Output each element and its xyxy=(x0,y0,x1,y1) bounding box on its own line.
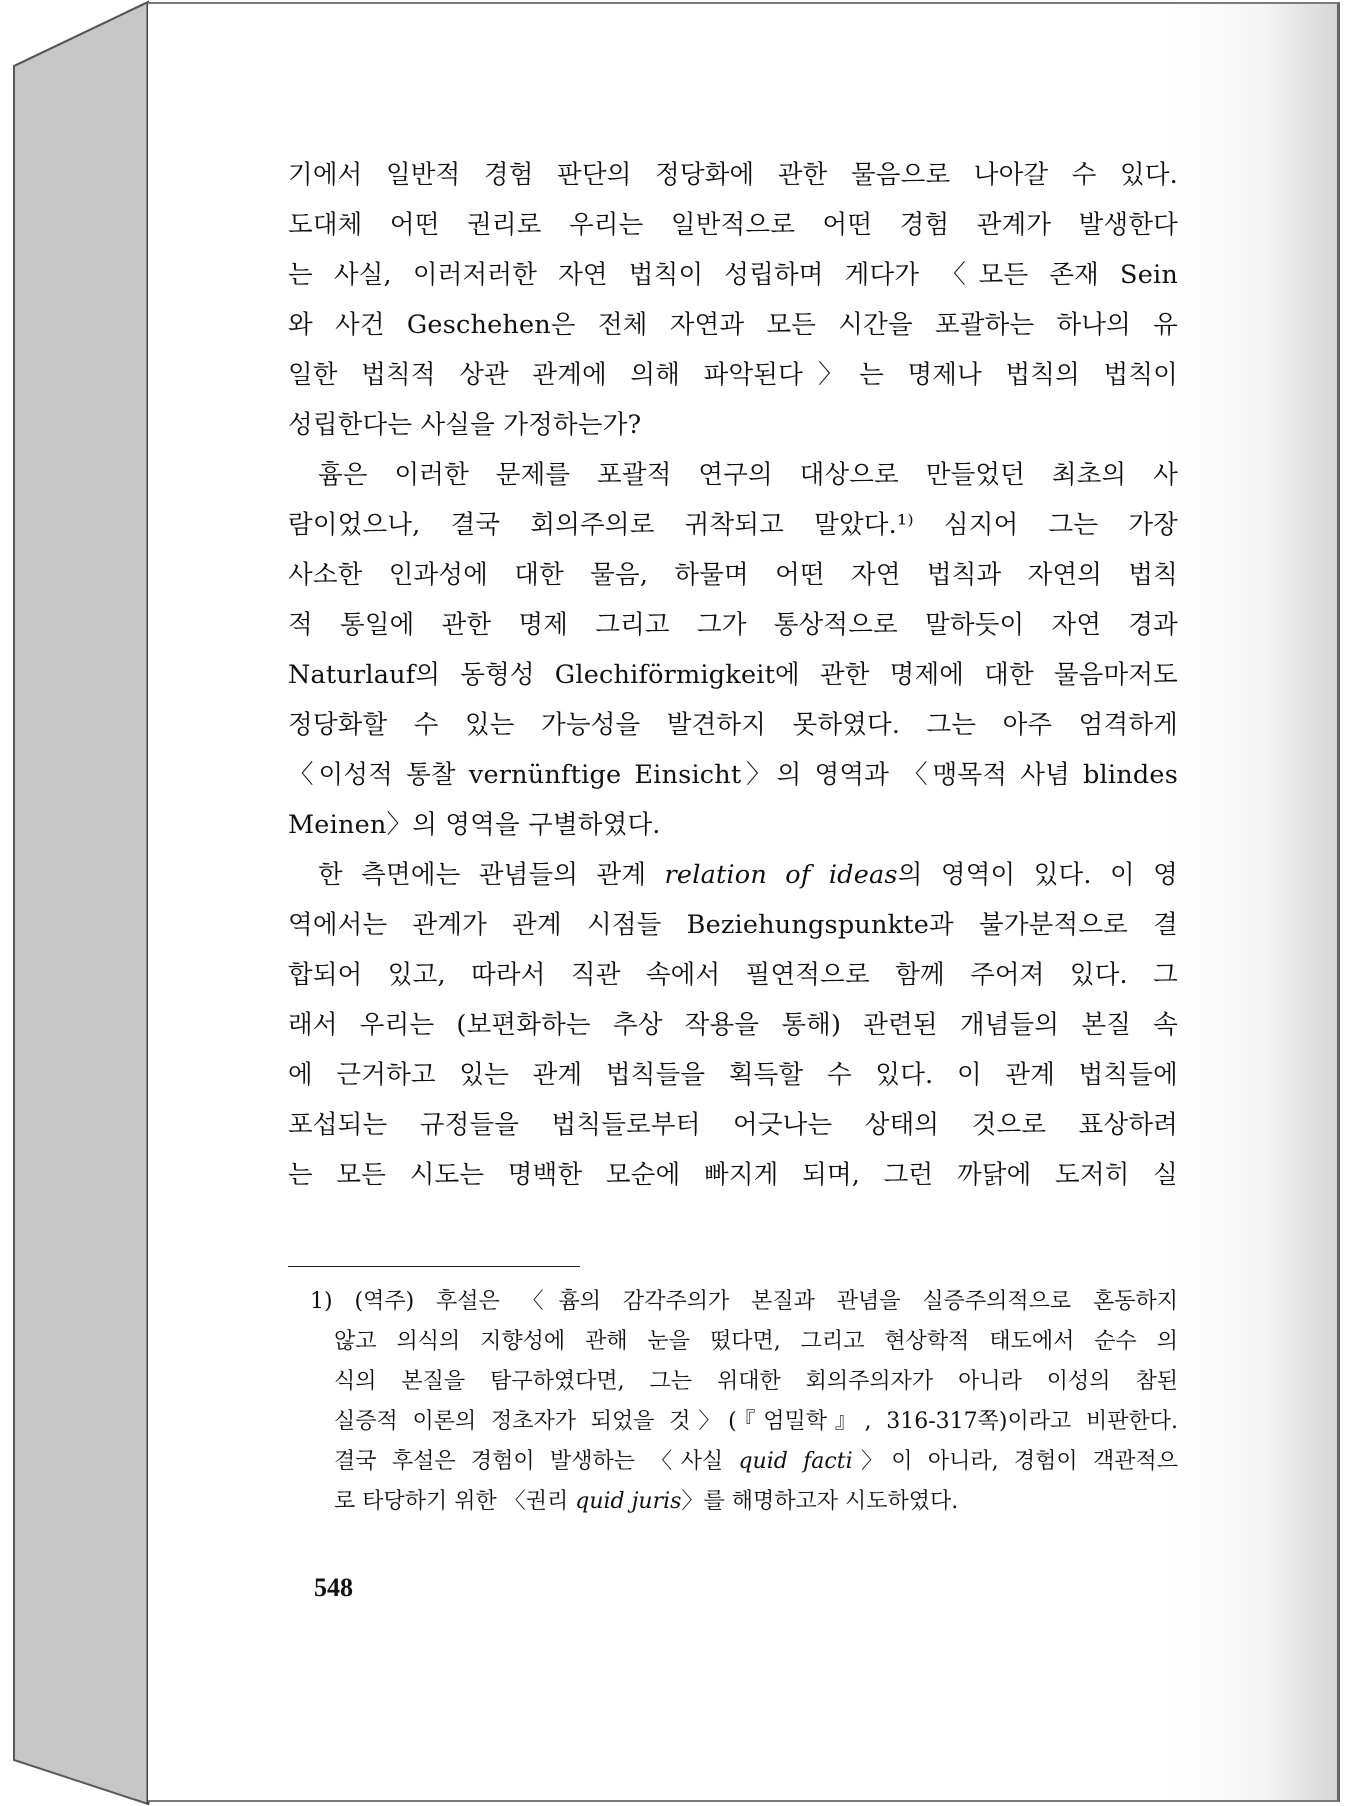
text-segment: 〉를 해명하고자 시도하였다. xyxy=(681,1489,959,1514)
text-line: 래서 우리는 (보편화하는 추상 작용을 통해) 관련된 개념들의 본질 속 xyxy=(288,1010,1178,1040)
text-line: 는 사실, 이러저러한 자연 법칙이 성립하며 게다가 〈모든 존재 Sein xyxy=(288,260,1178,290)
text-line: 적 통일에 관한 명제 그리고 그가 통상적으로 말하듯이 자연 경과 xyxy=(288,610,1178,640)
text-segment: 로 타당하기 위한 〈권리 xyxy=(334,1489,576,1514)
text-line: 사소한 인과성에 대한 물음, 하물며 어떤 자연 법칙과 자연의 법칙 xyxy=(288,560,1178,590)
main-text xyxy=(288,150,1178,1200)
text-line: 흄은 이러한 문제를 포괄적 연구의 대상으로 만들었던 최초의 사 xyxy=(318,460,1178,490)
text-line: 역에서는 관계가 관계 시점들 Beziehungspunkte과 불가분적으로 결 xyxy=(288,910,1178,940)
text-line: 기에서 일반적 경험 판단의 정당화에 관한 물음으로 나아갈 수 있다. xyxy=(288,160,1178,190)
book-side-face xyxy=(14,2,148,1804)
text-line: 는 모든 시도는 명백한 모순에 빠지게 되며, 그런 까닭에 도저히 실 xyxy=(288,1160,1178,1190)
text-line: 에 근거하고 있는 관계 법칙들을 획득할 수 있다. 이 관계 법칙들에 xyxy=(288,1060,1178,1090)
paragraph-1 xyxy=(288,150,1178,450)
italic-term: quid juris xyxy=(575,1489,682,1514)
paragraph-3 xyxy=(288,850,1178,1200)
text-line: Meinen〉의 영역을 구별하였다. xyxy=(288,810,661,840)
text-segment: 결국 후설은 경험이 발생하는 〈사실 xyxy=(334,1449,739,1474)
footnote xyxy=(310,1282,1178,1522)
footnote-line xyxy=(310,1482,1178,1522)
footnote-line: 실증적 이론의 정초자가 되었을 것〉(『엄밀학』, 316-317쪽)이라고 비판한다. xyxy=(334,1409,1178,1434)
text-segment: 의 영역이 있다. 이 영 xyxy=(897,860,1179,890)
text-line: Naturlauf의 동형성 Glechiförmigkeit에 관한 명제에 대한 물음마저도 xyxy=(288,660,1178,690)
text-line: 성립한다는 사실을 가정하는가? xyxy=(288,410,642,440)
text-line: 〈이성적 통찰 vernünftige Einsicht〉의 영역과 〈맹목적 사념 blindes xyxy=(288,760,1178,790)
text-segment: 〉이 아니라, 경험이 객관적으 xyxy=(852,1449,1179,1474)
text-line-with-term xyxy=(288,850,1178,900)
italic-term: quid facti xyxy=(738,1449,853,1474)
page-number: 548 xyxy=(314,1573,353,1602)
footnote-divider xyxy=(288,1266,580,1267)
text-segment: 한 측면에는 관념들의 관계 xyxy=(318,860,665,890)
text-segment: (역주) 후설은 〈흄의 감각주의가 본질과 관념을 실증주의적으로 혼동하지 xyxy=(354,1289,1178,1314)
text-line: 정당화할 수 있는 가능성을 발견하지 못하였다. 그는 아주 엄격하게 xyxy=(288,710,1178,740)
text-line: 와 사건 Geschehen은 전체 자연과 모든 시간을 포괄하는 하나의 유 xyxy=(288,310,1178,340)
text-line: 포섭되는 규정들을 법칙들로부터 어긋나는 상태의 것으로 표상하려 xyxy=(288,1110,1178,1140)
footnote-line xyxy=(310,1282,1178,1322)
footnote-line xyxy=(310,1442,1178,1482)
footnote-line: 식의 본질을 탐구하였다면, 그는 위대한 회의주의자가 아니라 이성의 참된 xyxy=(334,1369,1178,1394)
text-line: 합되어 있고, 따라서 직관 속에서 필연적으로 함께 주어져 있다. 그 xyxy=(288,960,1178,990)
text-line: 도대체 어떤 권리로 우리는 일반적으로 어떤 경험 관계가 발생한다 xyxy=(288,210,1178,240)
footnote-marker: 1) xyxy=(310,1289,333,1314)
text-line: 일한 법칙적 상관 관계에 의해 파악된다〉는 명제나 법칙의 법칙이 xyxy=(288,360,1178,390)
text-line: 람이었으나, 결국 회의주의로 귀착되고 말았다.¹⁾ 심지어 그는 가장 xyxy=(288,510,1178,540)
italic-term: relation of ideas xyxy=(664,860,898,890)
paragraph-2 xyxy=(288,450,1178,850)
footnote-line: 않고 의식의 지향성에 관해 눈을 떴다면, 그리고 현상학적 태도에서 순수 의 xyxy=(334,1329,1178,1354)
